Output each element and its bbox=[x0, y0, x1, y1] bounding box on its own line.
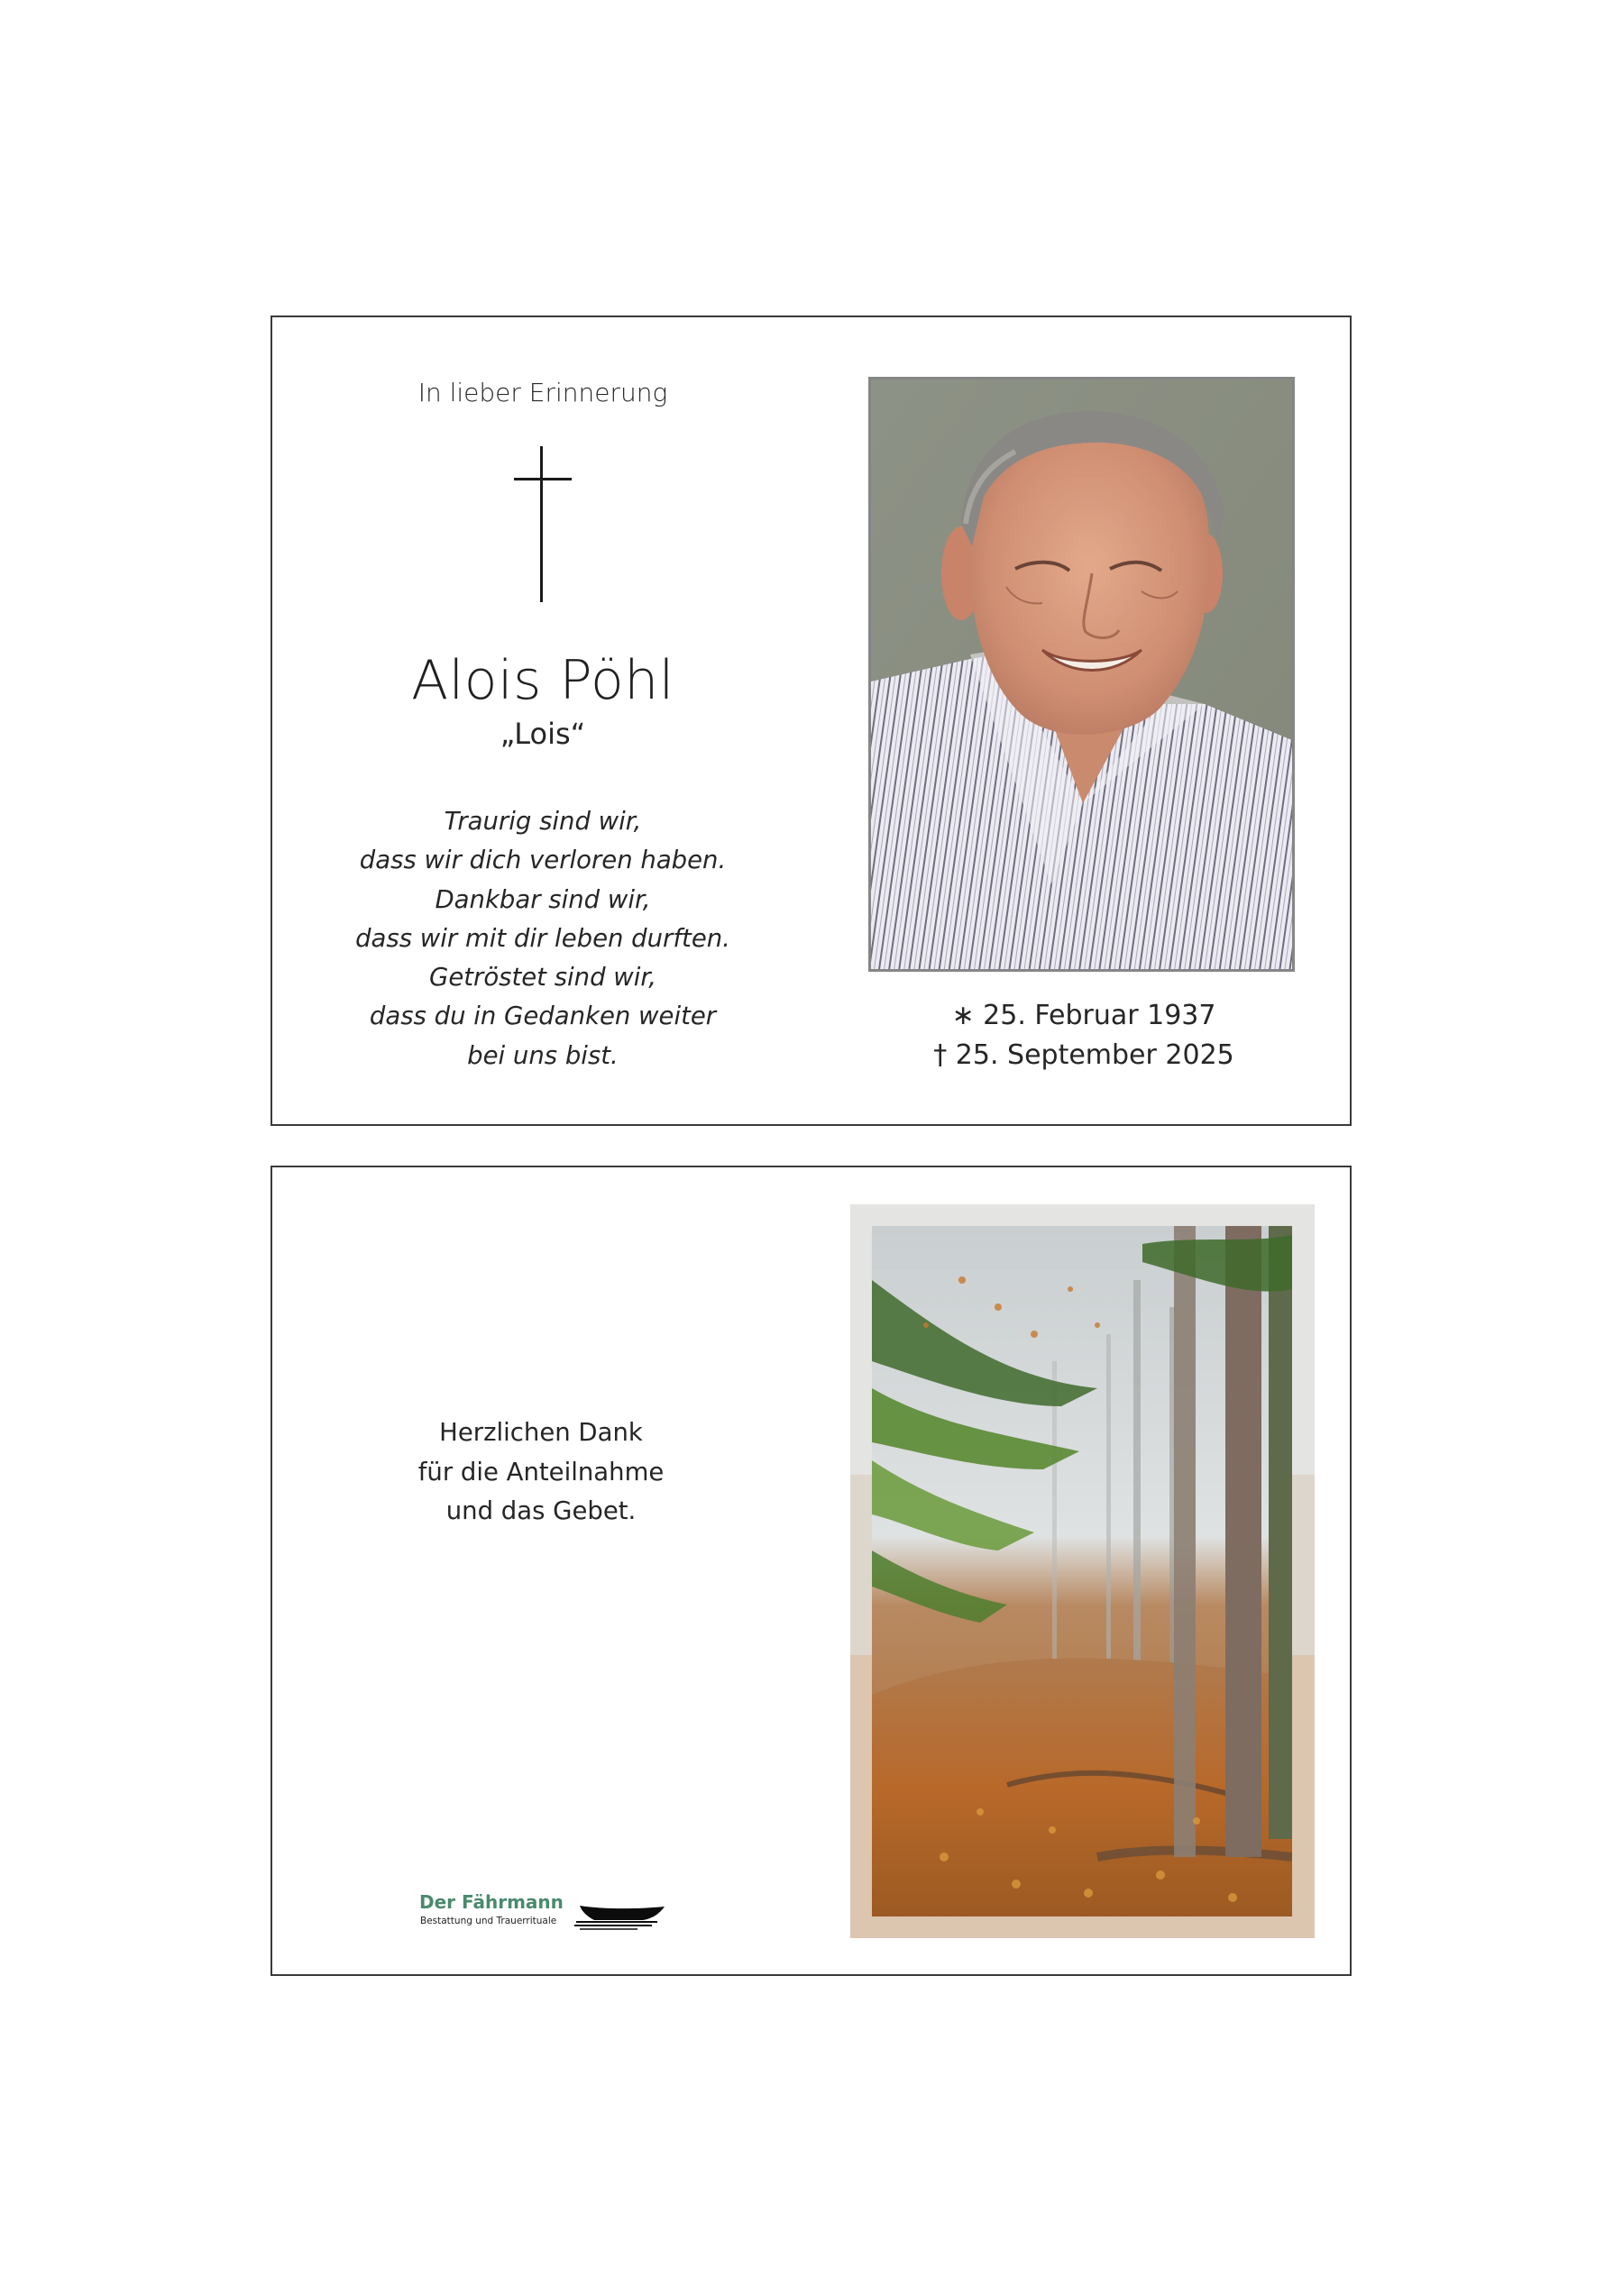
forest-image-frame bbox=[850, 1204, 1315, 1938]
memorial-card-back bbox=[270, 1166, 1352, 1976]
birth-date: ∗ 25. Februar 1937 bbox=[951, 1000, 1216, 1031]
funeral-home-logo bbox=[419, 1891, 681, 1936]
memorial-card-front bbox=[270, 316, 1352, 1126]
portrait-photo bbox=[868, 377, 1295, 972]
memory-heading: In lieber Erinnerung bbox=[417, 378, 668, 407]
forest-photo bbox=[872, 1226, 1292, 1916]
thanks-line: und das Gebet. bbox=[445, 1496, 637, 1525]
poem-line: bei uns bist. bbox=[467, 1040, 619, 1070]
poem-line: dass wir dich verloren haben. bbox=[359, 846, 727, 875]
thanks-line: für die Anteilnahme bbox=[417, 1457, 665, 1486]
poem-line: Dankbar sind wir, bbox=[435, 884, 651, 914]
deceased-name: Alois Pöhl bbox=[411, 649, 674, 712]
logo-subtitle: Bestattung und Trauerrituale bbox=[420, 1916, 557, 1926]
boat-icon bbox=[574, 1902, 668, 1933]
poem-line: Getröstet sind wir, bbox=[429, 963, 656, 992]
life-dates bbox=[933, 996, 1234, 1075]
nickname: „Lois“ bbox=[500, 717, 586, 751]
poem-line: dass du in Gedanken weiter bbox=[369, 1002, 717, 1031]
poem-line: Traurig sind wir, bbox=[444, 807, 642, 836]
death-date: † 25. September 2025 bbox=[933, 1039, 1234, 1071]
thanks-message bbox=[418, 1413, 665, 1532]
logo-title: Der Fährmann bbox=[419, 1891, 564, 1913]
thanks-line: Herzlichen Dank bbox=[439, 1418, 643, 1447]
latin-cross-icon bbox=[514, 446, 572, 602]
poem-line: dass wir mit dir leben durften. bbox=[355, 923, 730, 953]
memorial-poem bbox=[355, 802, 730, 1075]
